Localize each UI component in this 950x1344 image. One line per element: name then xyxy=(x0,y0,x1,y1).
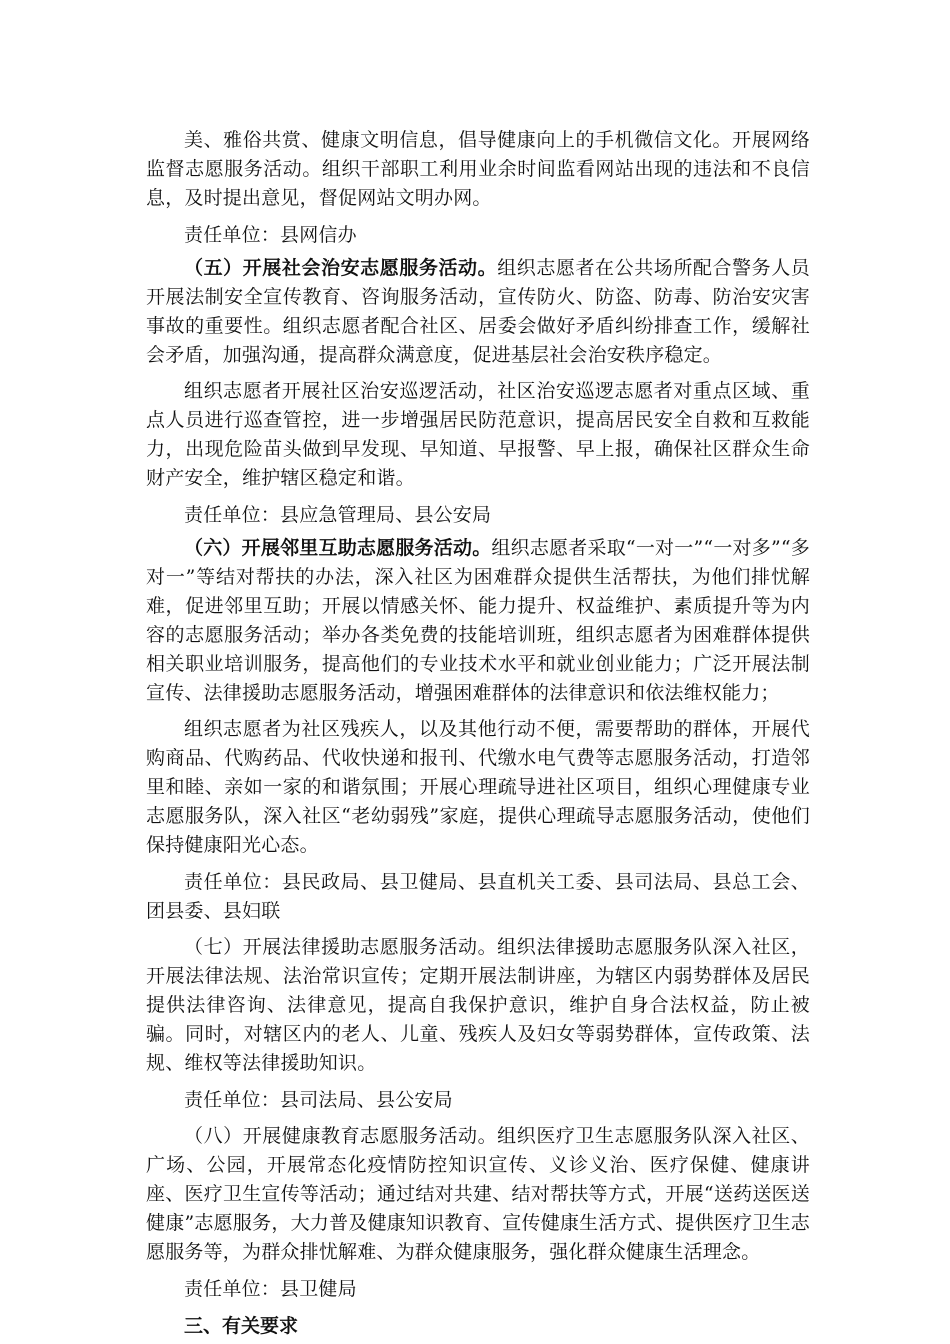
section-6-body: 组织志愿者采取“一对一”“一对多”“多对一”等结对帮扶的办法，深入社区为困难群众提供生活帮扶，为他们排忧解难，促进邻里互助；开展以情感关怀、能力提升、权益维护、素质提升等为内容的志愿服务活动；举办各类免费的技能培训班，组织志愿者为困难群体提供相关职业培训服务，提高他们的专业技术水平和就业创业能力；广泛开展法制宣传、法律援助志愿服务活动，增强困难群体的法律意识和依法维权能力； xyxy=(146,537,811,704)
section-5-body: 组织志愿者在公共场所配合警务人员开展法制安全宣传教育、咨询服务活动，宣传防火、防盗、防毒、防治安灾害事故的重要性。组织志愿者配合社区、居委会做好矛盾纠纷排查工作，缓解社会矛盾，加强沟通，提高群众满意度，促进基层社会治安秩序稳定。 xyxy=(146,257,810,366)
section-5-title: （五）开展社会治安志愿服务活动。 xyxy=(184,257,498,279)
section-6-paragraph-2: 组织志愿者为社区残疾人，以及其他行动不便，需要帮助的群体，开展代购商品、代购药品、代收快递和报刊、代缴水电气费等志愿服务活动，打造邻里和睦、亲如一家的和谐氛围；开展心理疏导进社区项目，组织心理健康专业志愿服务队，深入社区“老幼弱残”家庭，提供心理疏导志愿服务活动，使他们保持健康阳光心态。 xyxy=(146,718,810,856)
section-6-title: （六）开展邻里互助志愿服务活动。 xyxy=(184,537,492,559)
section-6-paragraph xyxy=(146,534,810,708)
responsible-unit-1: 责任单位：县网信办 xyxy=(184,224,357,246)
section-7-paragraph: （七）开展法律援助志愿服务活动。组织法律援助志愿服务队深入社区，开展法律法规、法治常识宣传；定期开展法制讲座，为辖区内弱势群体及居民提供法律咨询、法律意见，提高自我保护意识，维护自身合法权益，防止被骗。同时，对辖区内的老人、儿童、残疾人及妇女等弱势群体，宣传政策、法规、维权等法律援助知识。 xyxy=(146,936,810,1074)
responsible-unit-8: 责任单位：县卫健局 xyxy=(184,1278,357,1300)
responsible-unit-5: 责任单位：县应急管理局、县公安局 xyxy=(184,504,492,526)
responsible-unit-6: 责任单位：县民政局、县卫健局、县直机关工委、县司法局、县总工会、团县委、县妇联 xyxy=(146,871,810,922)
paragraph-network-supervision: 美、雅俗共赏、健康文明信息，倡导健康向上的手机微信文化。开展网络监督志愿服务活动。组织干部职工利用业余时间监看网站出现的违法和不良信息，及时提出意见，督促网站文明办网。 xyxy=(146,129,810,209)
section-5-paragraph-2: 组织志愿者开展社区治安巡逻活动，社区治安巡逻志愿者对重点区域、重点人员进行巡查管控，进一步增强居民防范意识，提高居民安全自救和互救能力，出现危险苗头做到早发现、早知道、早报警、早上报，确保社区群众生命财产安全，维护辖区稳定和谐。 xyxy=(146,380,810,489)
document-page xyxy=(146,126,810,1341)
section-8-paragraph: （八）开展健康教育志愿服务活动。组织医疗卫生志愿服务队深入社区、广场、公园，开展常态化疫情防控知识宣传、义诊义治、医疗保健、健康讲座、医疗卫生宣传等活动；通过结对共建、结对帮扶等方式，开展“送药送医送健康”志愿服务，大力普及健康知识教育、宣传健康生活方式、提供医疗卫生志愿服务等，为群众排忧解难、为群众健康服务，强化群众健康生活理念。 xyxy=(146,1125,810,1263)
section-3-heading: 三、有关要求 xyxy=(184,1315,299,1337)
responsible-unit-7: 责任单位：县司法局、县公安局 xyxy=(184,1089,453,1111)
section-5-paragraph xyxy=(146,254,810,370)
